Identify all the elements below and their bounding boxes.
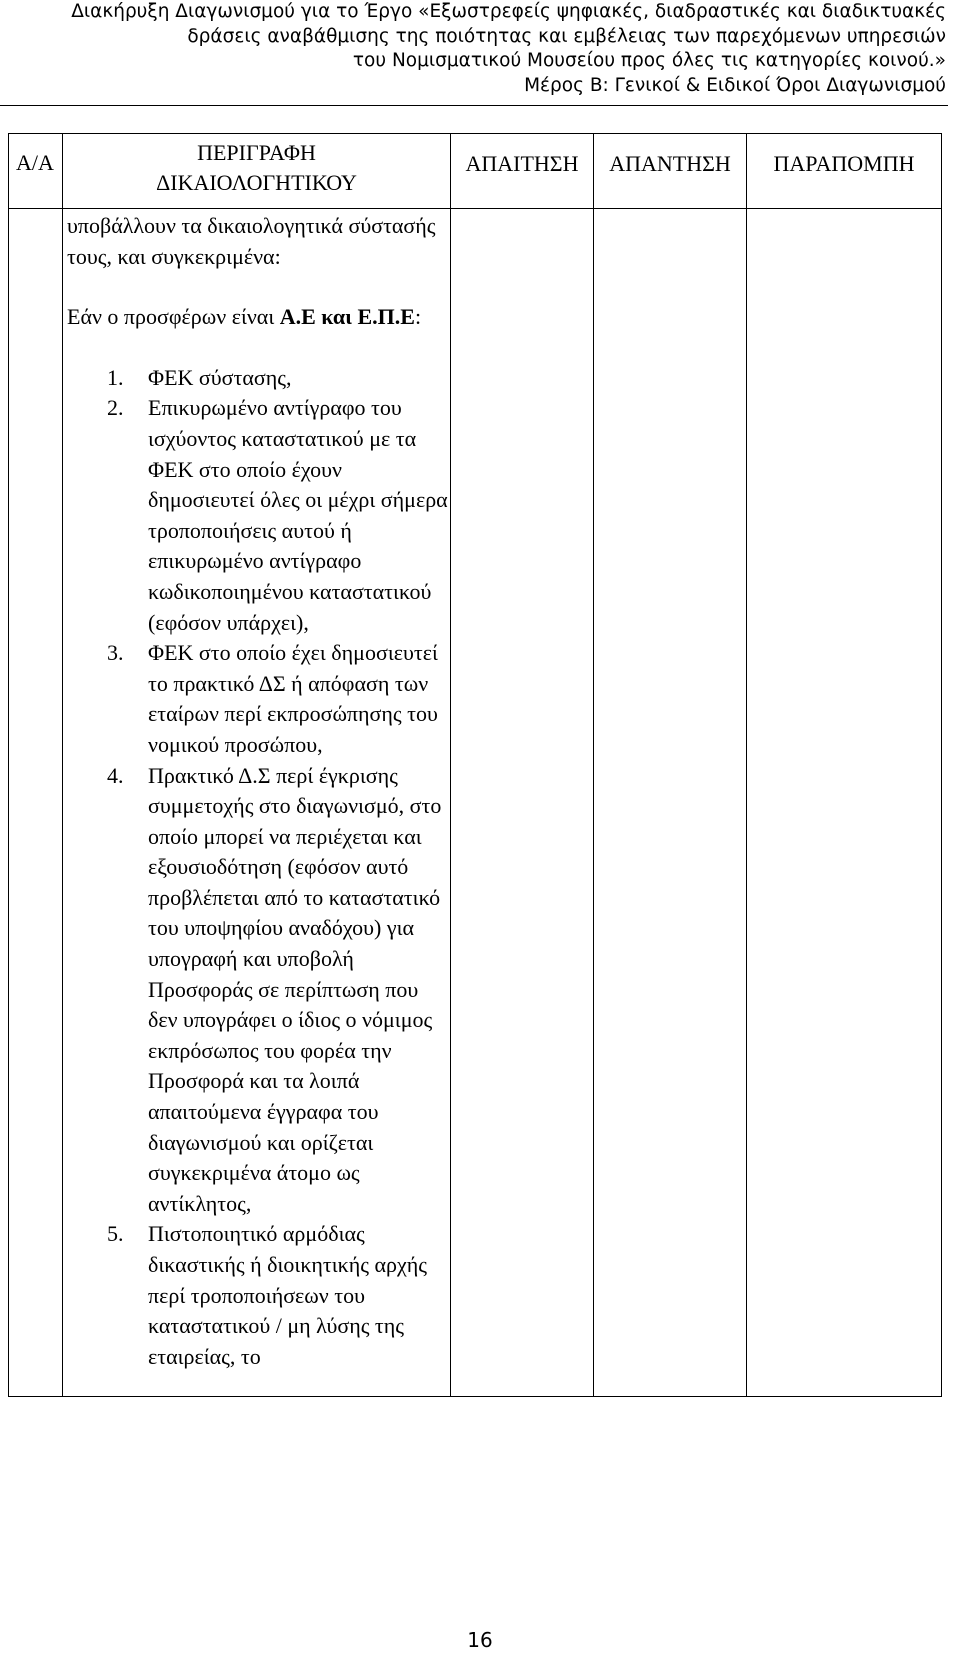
column-header-answer: ΑΠΑΝΤΗΣΗ xyxy=(594,134,747,209)
header-line-2: δράσεις αναβάθμισης της ποιότητας και εμβέλειας των παρεχόμενων υπηρεσιών xyxy=(187,25,946,47)
document-header xyxy=(6,0,946,98)
list-item xyxy=(67,393,450,638)
cell-aa xyxy=(9,209,63,1397)
list-item xyxy=(67,1219,450,1372)
cell-answer xyxy=(594,209,747,1397)
table-header-row xyxy=(9,134,942,209)
table-row xyxy=(9,209,942,1397)
list-item-number: 1. xyxy=(107,364,124,390)
list-item-text: Πιστοποιητικό αρμόδιας δικαστικής ή διοικητικής αρχής περί τροποποιήσεων του καταστατικού / μη λύσης της εταιρείας, το xyxy=(148,1221,427,1369)
page-number: 16 xyxy=(467,1628,493,1652)
list-item-number: 5. xyxy=(107,1221,124,1247)
condition-suffix: : xyxy=(414,304,422,330)
list-item-text: ΦΕΚ στο οποίο έχει δημοσιευτεί το πρακτικό ΔΣ ή απόφαση των εταίρων περί εκπροσώπησης του νομικού προσώπου, xyxy=(148,640,438,757)
list-item-number: 4. xyxy=(107,762,124,788)
requirements-table xyxy=(8,133,942,1397)
column-header-requirement: ΑΠΑΙΤΗΣΗ xyxy=(451,134,594,209)
cell-reference xyxy=(747,209,942,1397)
list-item xyxy=(67,363,450,394)
column-header-description-line2: ΔΙΚΑΙΟΛΟΓΗΤΙΚΟΥ xyxy=(156,170,357,195)
cell-requirement xyxy=(451,209,594,1397)
documents-list xyxy=(67,363,450,1373)
cell-description xyxy=(63,209,451,1397)
header-line-1: Διακήρυξη Διαγωνισμού για το Έργο «Εξωστρεφείς ψηφιακές, διαδραστικές και διαδικτυακές xyxy=(71,1,946,22)
condition-bold: Α.Ε και Ε.Π.Ε xyxy=(279,304,415,330)
list-item-text: Πρακτικό Δ.Σ περί έγκρισης συμμετοχής στο διαγωνισμό, στο οποίο μπορεί να περιέχεται και εξουσιοδότηση (εφόσον αυτό προβλέπεται από το καταστατικό του υποψηφίου αναδόχου) για υπογραφή και υποβολή Προσφοράς σε περίπτωση που δεν υπογράφει ο ίδιος ο νόμιμος εκπρόσωπος του φορέα την Προσφορά και τα λοιπά απαιτούμενα έγγραφα του διαγωνισμού και ορίζεται συγκεκριμένα άτομο ως αντίκλητος, xyxy=(148,762,442,1216)
column-header-reference: ΠΑΡΑΠΟΜΠΗ xyxy=(747,134,942,209)
list-item-number: 3. xyxy=(107,640,124,666)
column-header-description xyxy=(63,134,451,209)
list-item xyxy=(67,638,450,760)
description-intro: υποβάλλουν τα δικαιολογητικά σύστασής τους, και συγκεκριμένα: xyxy=(67,213,436,269)
list-item-text: ΦΕΚ σύστασης, xyxy=(148,364,292,390)
header-line-4: Μέρος Β: Γενικοί & Ειδικοί Όροι Διαγωνισμού xyxy=(524,74,946,96)
list-item-number: 2. xyxy=(107,395,124,421)
column-header-description-line1: ΠΕΡΙΓΡΑΦΗ xyxy=(197,140,316,165)
header-line-3: του Νομισματικού Μουσείου προς όλες τις κατηγορίες κοινού.» xyxy=(352,50,946,71)
list-item xyxy=(67,761,450,1220)
header-divider xyxy=(0,105,948,106)
column-header-aa: Α/Α xyxy=(9,134,63,209)
description-condition xyxy=(67,302,450,333)
condition-prefix: Εάν ο προσφέρων είναι xyxy=(67,304,280,330)
list-item-text: Επικυρωμένο αντίγραφο του ισχύοντος καταστατικού με τα ΦΕΚ στο οποίο έχουν δημοσιευτεί όλες οι μέχρι σήμερα τροποποιήσεις αυτού ή επικυρωμένο αντίγραφο κωδικοποιημένου καταστατικού (εφόσον υπάρχει), xyxy=(148,395,448,635)
